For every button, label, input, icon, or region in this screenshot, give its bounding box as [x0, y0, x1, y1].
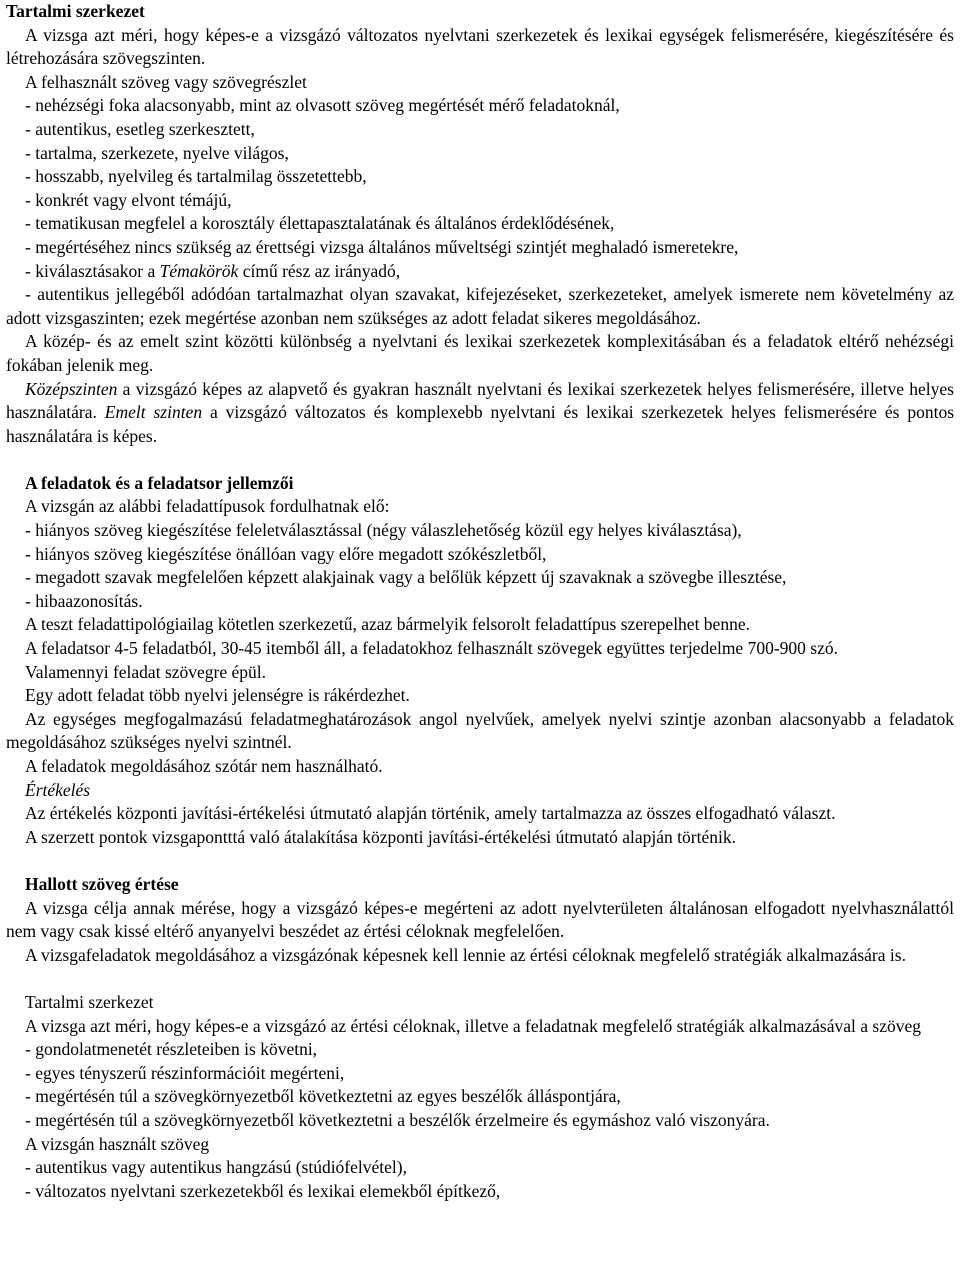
italic-term: Emelt szinten — [104, 402, 203, 423]
text-run: a vizsgázó változatos és komplexebb nyelvtani és lexikai szerkezetek helyes felismerésére és pontos használatára is képes. — [6, 402, 955, 446]
paragraph: A szerzett pontok vizsgapontttá való átalakítása központi javítási-értékelési útmutató alapján történik. — [25, 826, 736, 847]
paragraph: A vizsgán az alábbi feladattípusok fordulhatnak elő: — [25, 496, 390, 517]
paragraph: A vizsga azt méri, hogy képes-e a vizsgázó az értési céloknak, illetve a feladatnak megfelelő stratégiák alkalmazásával a szöveg — [25, 1015, 921, 1036]
subheading-ertekeles — [6, 779, 954, 803]
text-run: című rész az irányadó, — [238, 260, 401, 281]
paragraph: A felhasznált szöveg vagy szövegrészlet — [25, 71, 307, 92]
list-item — [6, 260, 954, 284]
list-item: - autentikus vagy autentikus hangzású (stúdiófelvétel), — [25, 1157, 407, 1178]
list-item: - egyes tényszerű részinformációit megérteni, — [25, 1062, 345, 1083]
paragraph: A közép- és az emelt szint közötti különbség a nyelvtani és lexikai szerkezetek komplexitásában és a feladatok eltérő nehézségi fokában jelenik meg. — [6, 331, 954, 375]
italic-subheading: Értékelés — [25, 779, 91, 800]
list-item: - megértéséhez nincs szükség az érettségi vizsga általános műveltségi szintjét meghaladó ismeretekre, — [25, 236, 739, 257]
paragraph: A feladatsor 4-5 feladatból, 30-45 itemből áll, a feladatokhoz felhasznált szövegek együttes terjedelme 700-900 szó. — [25, 638, 838, 659]
list-item: - konkrét vagy elvont témájú, — [25, 189, 232, 210]
list-item: - hiányos szöveg kiegészítése önállóan vagy előre megadott szókészletből, — [25, 543, 547, 564]
list-item: - autentikus jellegéből adódóan tartalmazhat olyan szavakat, kifejezéseket, szerkezeteket, amelyek ismerete nem követelmény az adott vizsgaszinten; ezek megértése azonban nem szükséges az adott feladat sikeres megoldásához. — [6, 284, 954, 328]
list-item: - megértésén túl a szövegkörnyezetből következtetni az egyes beszélők álláspontjára, — [25, 1086, 621, 1107]
list-item: - tematikusan megfelel a korosztály élettapasztalatának és általános érdeklődésének, — [25, 213, 615, 234]
paragraph: A vizsga célja annak mérése, hogy a vizsgázó képes-e megérteni az adott nyelvterületen általánosan elfogadott nyelvhasználattól nem vagy csak kissé eltérő anyanyelvi beszédet az értési céloknak megfelelően. — [6, 897, 954, 942]
paragraph: Az egységes megfogalmazású feladatmeghatározások angol nyelvűek, amelyek nyelvi szintje azonban alacsonyabb a feladatok megoldásához szükséges nyelvi szintnél. — [6, 708, 954, 753]
list-item: - nehézségi foka alacsonyabb, mint az olvasott szöveg megértését mérő feladatoknál, — [25, 95, 620, 116]
list-item: - autentikus, esetleg szerkesztett, — [25, 118, 255, 139]
paragraph: A vizsga azt méri, hogy képes-e a vizsgázó változatos nyelvtani szerkezetek és lexikai egységek felismerésére, kiegészítésére és létrehozására szövegszinten. — [6, 24, 954, 69]
text-run: - kiválasztásakor a — [25, 260, 160, 281]
list-item: - gondolatmenetét részleteiben is követni, — [25, 1039, 318, 1060]
paragraph: A vizsgafeladatok megoldásához a vizsgázónak képesnek kell lennie az értési céloknak megfelelő stratégiák alkalmazására is. — [25, 944, 906, 965]
list-item: - hosszabb, nyelvileg és tartalmilag összetettebb, — [25, 166, 367, 187]
paragraph: Az értékelés központi javítási-értékelési útmutató alapján történik, amely tartalmazza az összes elfogadható választ. — [25, 803, 836, 824]
section-heading-hallott-szoveg: Hallott szöveg értése — [25, 873, 179, 894]
paragraph: A vizsgán használt szöveg — [25, 1133, 210, 1154]
paragraph: Valamennyi feladat szövegre épül. — [25, 661, 267, 682]
list-item: - változatos nyelvtani szerkezetekből és lexikai elemekből építkező, — [25, 1180, 501, 1201]
paragraph: A feladatok megoldásához szótár nem használható. — [25, 756, 383, 776]
section-heading-feladatok: A feladatok és a feladatsor jellemzői — [25, 472, 294, 493]
text-run: a vizsgázó képes az alapvető és gyakran használt nyelvtani és lexikai szerkezetek helyes felismerésére, illetve helyes használatára. — [6, 378, 954, 423]
section-heading-tartalmi-szerkezet: Tartalmi szerkezet — [6, 1, 145, 21]
spacer — [6, 967, 954, 991]
italic-term: Középszinten — [25, 378, 118, 399]
spacer — [6, 448, 954, 472]
list-item: - hiányos szöveg kiegészítése feleletválasztással (négy válaszlehetőség közül egy helyes kiválasztása), — [25, 520, 742, 541]
section-heading-tartalmi-szerkezet-2: Tartalmi szerkezet — [25, 991, 154, 1012]
paragraph: Egy adott feladat több nyelvi jelenségre is rákérdezhet. — [25, 685, 410, 706]
list-item: - hibaazonosítás. — [25, 590, 143, 611]
paragraph: A teszt feladattipológiailag kötetlen szerkezetű, azaz bármelyik felsorolt feladattípus szerepelhet benne. — [25, 614, 750, 635]
list-item: - megadott szavak megfelelően képzett alakjainak vagy a belőlük képzett új szavaknak a szövegbe illesztése, — [25, 567, 787, 588]
italic-term: Témakörök — [159, 260, 239, 281]
spacer — [6, 849, 954, 873]
list-item: - megértésén túl a szövegkörnyezetből következtetni a beszélők érzelmeire és egymáshoz való viszonyára. — [25, 1109, 770, 1130]
paragraph — [6, 378, 954, 449]
list-item: - tartalma, szerkezete, nyelve világos, — [25, 142, 289, 163]
